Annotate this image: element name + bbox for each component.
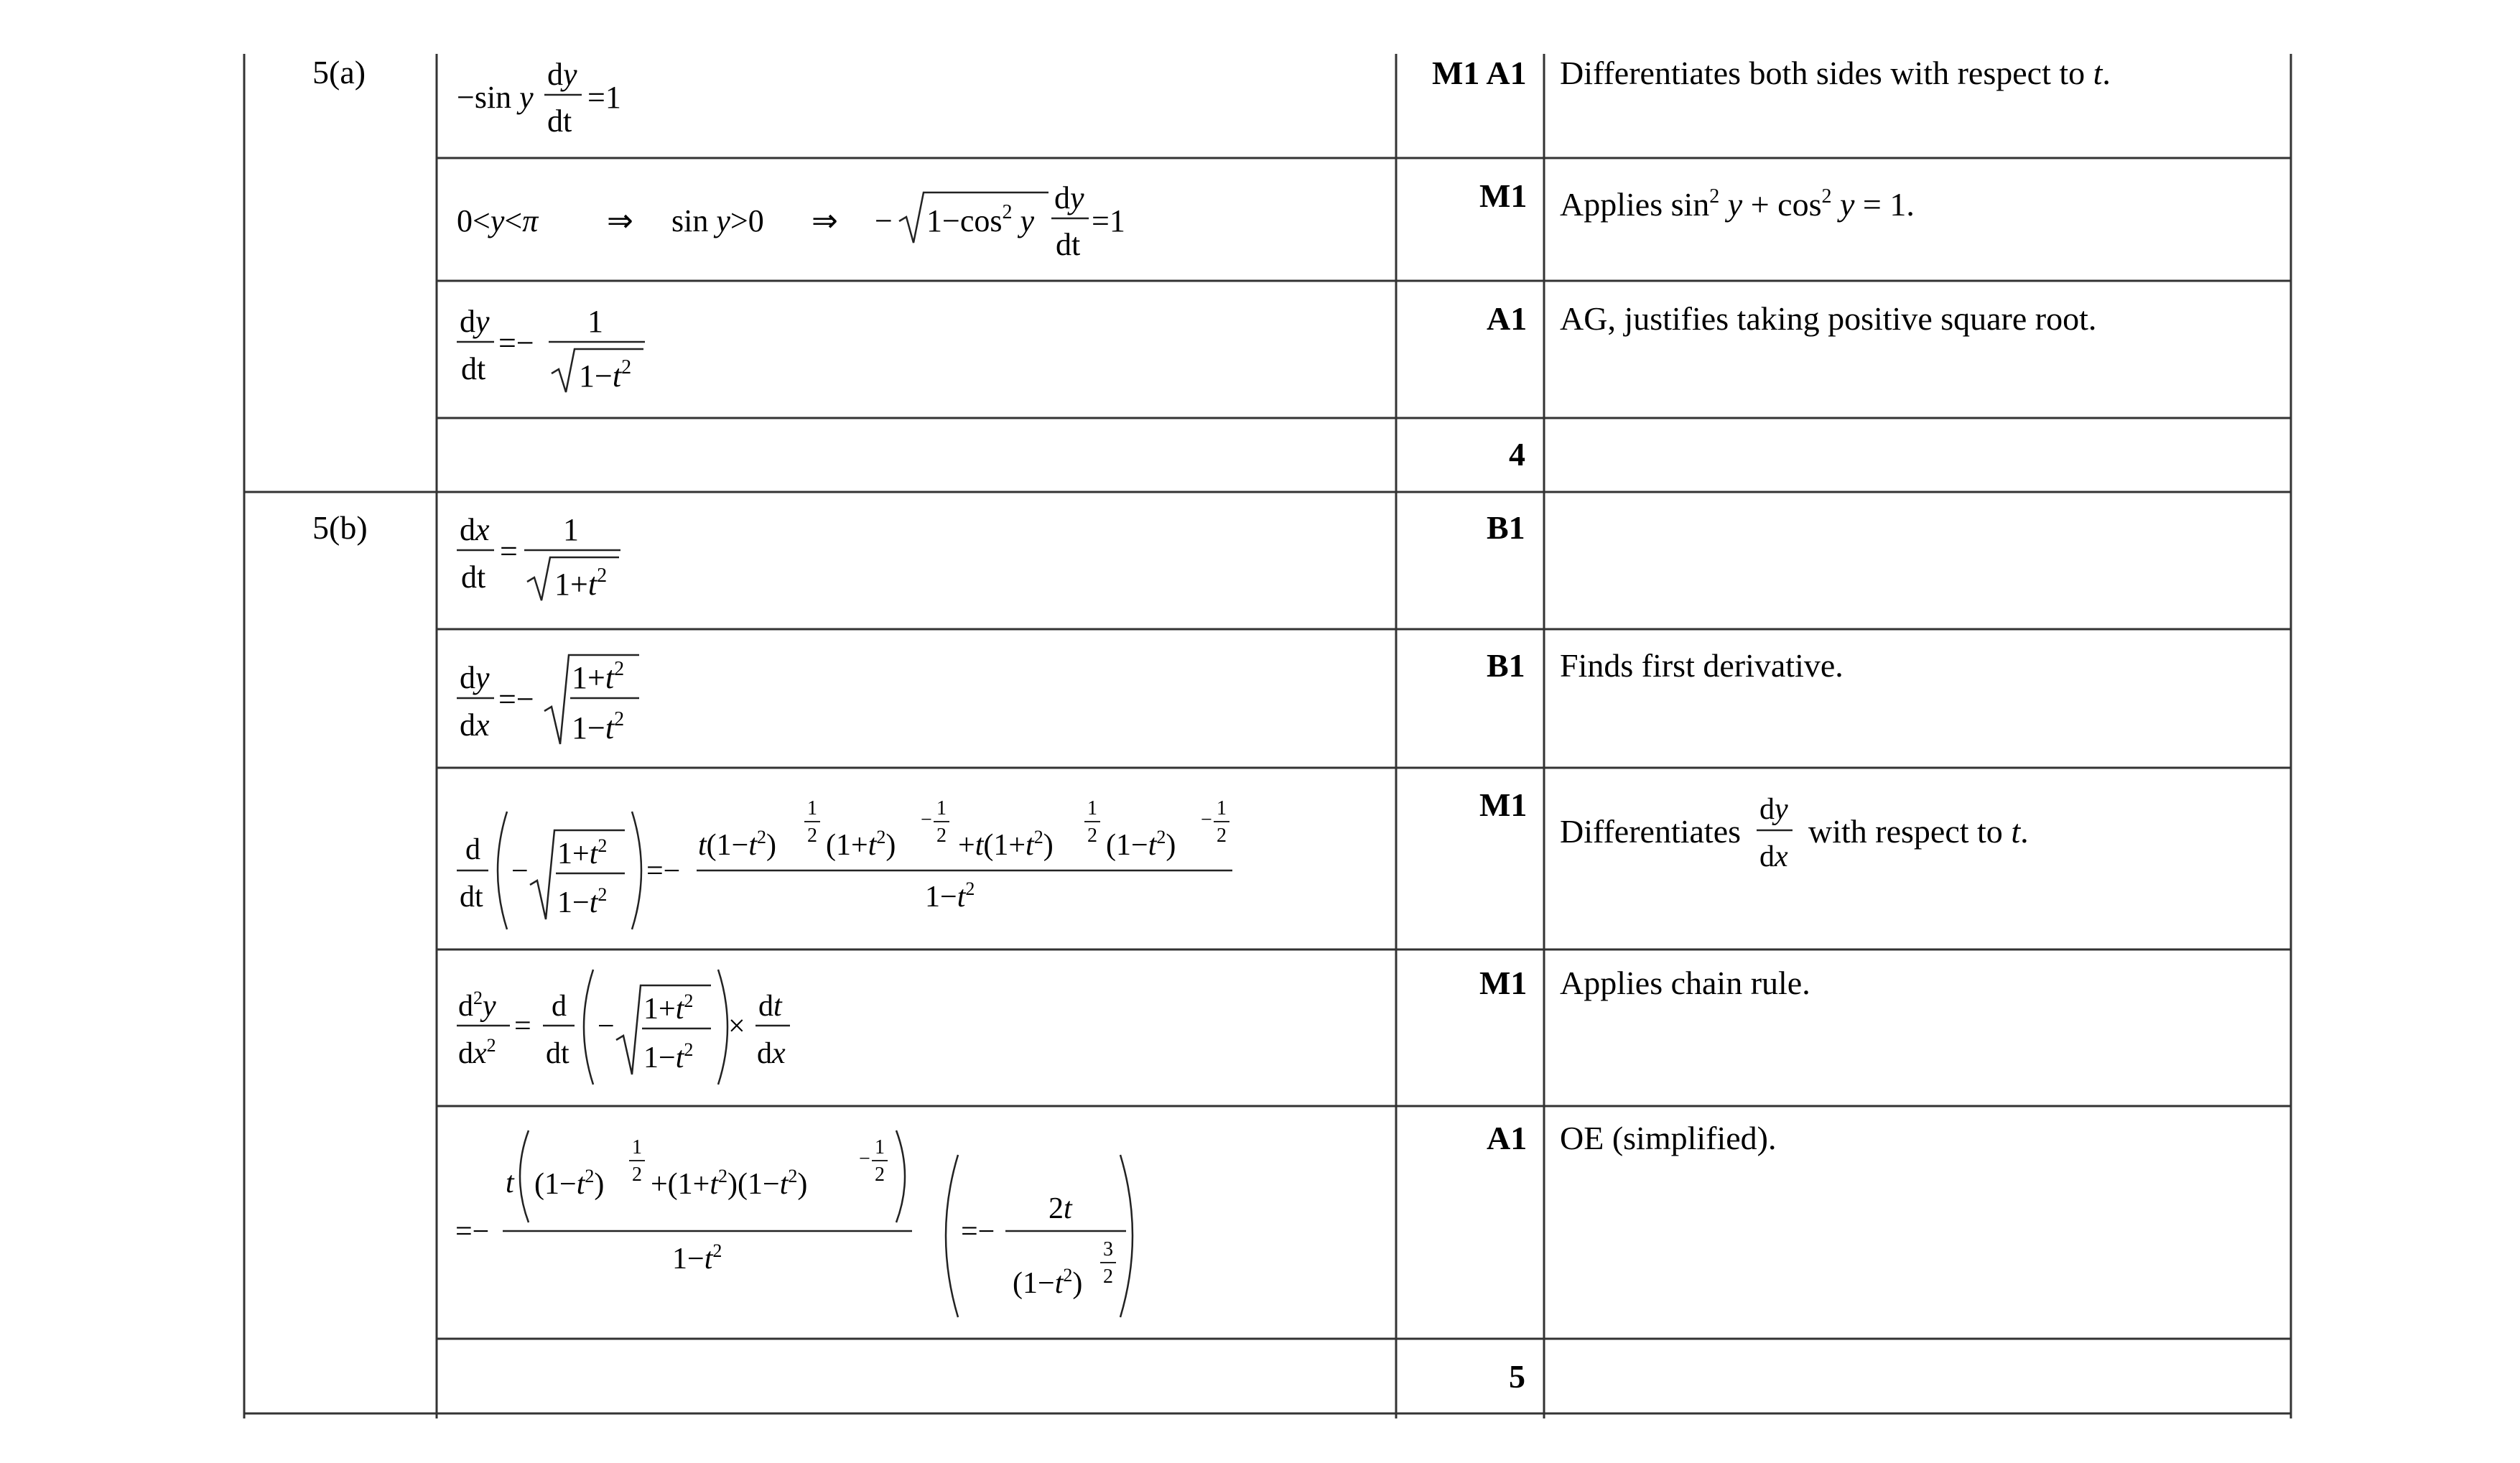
svg-text:−: − [598,1010,615,1043]
svg-text:+t(1+t2): $+t(1+t^2)$ [958,827,1054,862]
svg-text:=: = [514,1010,531,1043]
svg-text:2: 2 [1217,825,1227,847]
working-line [457,797,1232,929]
svg-text:dy: dy [460,304,490,339]
svg-text:dy: dy [547,57,577,92]
guidance-text: Finds first derivative. [1560,647,1843,684]
svg-text:d: d [552,990,567,1023]
svg-text:(1−t2): $(1-t^2)$ [534,1166,605,1201]
svg-text:=1: =1 [1092,203,1125,238]
guidance-text: Applies chain rule. [1560,965,1810,1001]
guidance-text: Applies $\sin^2 y + \cos^2 y = 1$. [1560,185,1915,223]
guidance-text [1560,793,2029,873]
part-total: 5 [1509,1358,1525,1395]
svg-text:2: 2 [936,825,947,847]
marks: B1 [1487,509,1525,546]
svg-text:(1−t2): $(1-t^2)$ [1013,1265,1083,1300]
svg-text:(1−t2): $(1-t^2)$ [1106,827,1176,862]
svg-text:=−: =− [646,855,681,888]
svg-text:1+t2: $1+t^2$ [557,835,608,870]
svg-text:1: 1 [632,1136,642,1158]
svg-text:−: − [859,1148,870,1170]
svg-text:1: 1 [1087,797,1097,819]
svg-text:dx: dx [460,707,490,743]
svg-text:1: 1 [587,304,603,339]
svg-text:dt: dt [547,103,572,139]
svg-text:1+t2: $1+t^2$ [554,565,608,602]
part-label: 5(a) [312,54,366,90]
working-line [457,970,790,1085]
svg-text:1: 1 [563,512,579,547]
working-line [457,180,1125,262]
svg-text:dy: dy [1759,793,1788,826]
working-line [455,1130,1133,1317]
svg-text:2: 2 [1103,1265,1113,1288]
svg-text:dt: dt [461,351,486,386]
svg-text:−: − [875,203,893,238]
svg-text:2t: 2t [1049,1192,1072,1225]
svg-text:t: t [506,1166,514,1199]
svg-text:1−t2: $1-t^2$ [557,884,608,919]
svg-text:=−: =− [961,1215,995,1248]
svg-text:=−: =− [498,682,534,717]
marks: M1 [1479,965,1528,1001]
svg-text:=1: =1 [587,80,621,115]
svg-text:dt: dt [461,559,486,595]
svg-text:dx: dx [757,1037,786,1070]
svg-text:×: × [728,1010,745,1043]
svg-text:1: 1 [807,797,817,819]
svg-text:1: 1 [936,797,947,819]
marks: A1 [1487,1120,1528,1156]
svg-text:3: 3 [1103,1238,1113,1260]
marks: M1 [1479,786,1528,823]
svg-text:dt: dt [758,990,782,1023]
table-grid [244,54,2291,1418]
svg-text:−sin y: −sin y [457,80,534,115]
svg-text:0<y<π: 0<y<π [457,203,539,238]
svg-text:with respect to t.: with respect to t. [1808,813,2029,850]
svg-text:1−t2: $1-t^2$ [643,1039,694,1074]
svg-text:dt: dt [1056,227,1081,262]
working-line [457,57,621,139]
working-line [457,512,620,602]
guidance-text: OE (simplified). [1560,1120,1777,1156]
svg-text:1−t2: $1-t^2$ [672,1240,722,1276]
svg-text:−: − [1201,809,1212,831]
marks: M1 [1479,177,1528,214]
svg-text:+(1+t2)(1−t2): $+(1+t^2)(1-t^2)$ [651,1166,808,1201]
svg-text:2: 2 [632,1164,642,1186]
svg-text:1−t2: $1-t^2$ [925,878,975,914]
svg-text:2: 2 [1087,825,1097,847]
svg-text:d2y: $d^2y$ [458,988,496,1023]
svg-text:1−t2: $1-t^2$ [572,708,625,746]
svg-text:−: − [511,855,529,888]
svg-text:dx2: $dx^2$ [458,1035,496,1070]
svg-text:dt: dt [546,1037,569,1070]
svg-text:1−cos2 y: $1-\cos^2$ y [926,201,1034,238]
marks: B1 [1487,647,1525,684]
part-total: 4 [1509,436,1525,473]
svg-text:=−: =− [498,325,534,361]
svg-text:⇒: ⇒ [812,203,838,238]
svg-text:dt: dt [460,881,483,914]
part-label: 5(b) [312,509,368,546]
svg-text:Differentiates: Differentiates [1560,813,1742,850]
guidance-text: AG, justifies taking positive square root. [1560,300,2097,337]
svg-text:1: 1 [1217,797,1227,819]
svg-text:=: = [500,534,518,569]
working-line [457,304,645,394]
svg-text:t(1−t2): $t(1-t^2)$ [698,827,777,862]
svg-text:1+t2: $1+t^2$ [643,990,694,1026]
svg-text:1+t2: $1+t^2$ [572,658,625,695]
svg-text:dx: dx [1759,840,1788,873]
working-line [457,655,639,746]
svg-text:1: 1 [875,1136,885,1158]
svg-text:(1+t2): $(1+t^2)$ [826,827,896,862]
svg-text:sin y>0: sin y>0 [671,203,764,238]
guidance-text: Differentiates both sides with respect to t. [1560,55,2111,91]
svg-text:dx: dx [460,512,490,547]
svg-text:−: − [921,809,932,831]
svg-text:dy: dy [460,660,490,695]
svg-text:dy: dy [1054,180,1084,215]
marks: M1 A1 [1432,55,1527,91]
marks: A1 [1487,300,1528,337]
svg-text:2: 2 [875,1164,885,1186]
svg-text:2: 2 [807,825,817,847]
svg-text:⇒: ⇒ [607,203,633,238]
svg-text:1−t2: $1-t^2$ [579,356,632,394]
svg-text:=−: =− [455,1215,490,1248]
svg-text:d: d [465,833,480,866]
